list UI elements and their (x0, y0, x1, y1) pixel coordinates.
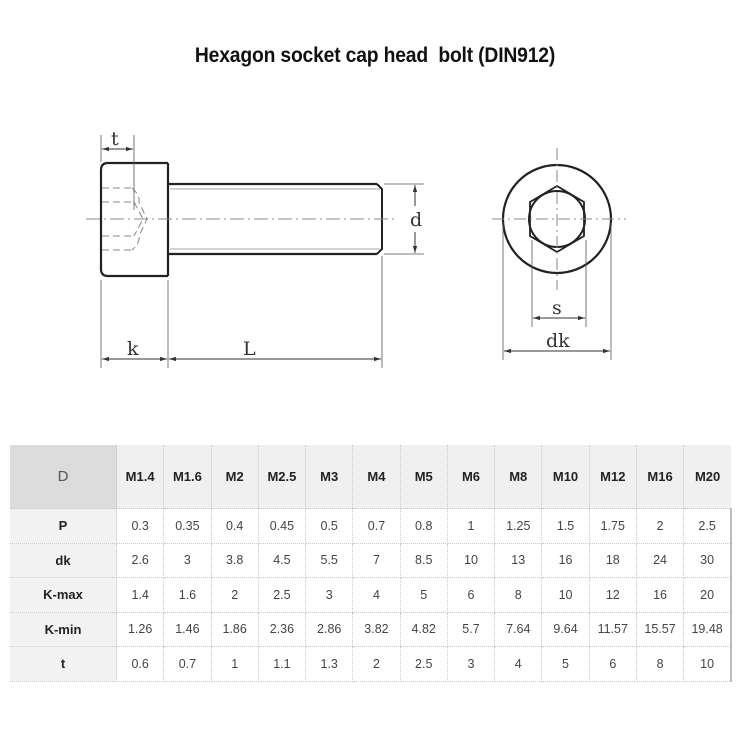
table-cell: 16 (542, 543, 589, 578)
table-cell: 8.5 (400, 543, 447, 578)
table-cell: 5 (400, 578, 447, 613)
table-cell: 1.6 (164, 578, 211, 613)
table-cell: 2.86 (306, 612, 353, 647)
table-cell: 2.5 (684, 509, 731, 544)
table-cell: 0.35 (164, 509, 211, 544)
table-cell: 1.26 (117, 612, 164, 647)
row-label: t (10, 647, 117, 682)
dimension-label-dk: dk (546, 330, 570, 352)
table-cell: 20 (684, 578, 731, 613)
table-cell: 1.86 (211, 612, 258, 647)
table-cell: 13 (495, 543, 542, 578)
table-row (10, 509, 731, 544)
table-cell: 2.6 (117, 543, 164, 578)
table-cell: 1 (447, 509, 494, 544)
table-cell: 9.64 (542, 612, 589, 647)
table-cell: 2.36 (258, 612, 305, 647)
table-cell: 4 (495, 647, 542, 682)
column-header: M1.4 (117, 445, 164, 509)
table-cell: 0.3 (117, 509, 164, 544)
table-cell: 3.8 (211, 543, 258, 578)
table-cell: 0.5 (306, 509, 353, 544)
dimension-label-k: k (127, 338, 139, 360)
table-cell: 5.5 (306, 543, 353, 578)
table-cell: 2.5 (258, 578, 305, 613)
table-row (10, 647, 731, 682)
side-view (86, 135, 424, 368)
table-cell: 3 (164, 543, 211, 578)
dimension-label-s: s (552, 297, 562, 319)
table-cell: 3 (447, 647, 494, 682)
table-cell: 1.5 (542, 509, 589, 544)
column-header: M10 (542, 445, 589, 509)
table-cell: 2 (353, 647, 400, 682)
table-cell: 10 (542, 578, 589, 613)
table-cell: 8 (495, 578, 542, 613)
page-title: Hexagon socket cap head bolt (DIN912) (194, 44, 556, 67)
table-row (10, 612, 731, 647)
table-cell: 5 (542, 647, 589, 682)
column-header: M2 (211, 445, 258, 509)
table-cell: 30 (684, 543, 731, 578)
table-cell: 4 (353, 578, 400, 613)
table-cell: 2 (211, 578, 258, 613)
table-cell: 11.57 (589, 612, 636, 647)
table-row (10, 578, 731, 613)
spec-table (10, 445, 732, 682)
table-cell: 12 (589, 578, 636, 613)
column-header: M12 (589, 445, 636, 509)
table-cell: 1.4 (117, 578, 164, 613)
table-cell: 8 (636, 647, 683, 682)
dimension-label-t: t (111, 128, 119, 150)
column-header: M3 (306, 445, 353, 509)
table-cell: 3 (306, 578, 353, 613)
table-cell: 1.25 (495, 509, 542, 544)
table-cell: 1.1 (258, 647, 305, 682)
table-corner-label: D (10, 445, 117, 509)
table-cell: 2.5 (400, 647, 447, 682)
column-header: M8 (495, 445, 542, 509)
column-header: M6 (447, 445, 494, 509)
table-cell: 0.8 (400, 509, 447, 544)
table-cell: 4.5 (258, 543, 305, 578)
table-cell: 19.48 (684, 612, 731, 647)
table-cell: 5.7 (447, 612, 494, 647)
row-label: P (10, 509, 117, 544)
dimension-label-L: L (243, 338, 256, 360)
column-header: M4 (353, 445, 400, 509)
end-view (492, 148, 626, 360)
column-header: M20 (684, 445, 731, 509)
row-label: K-max (10, 578, 117, 613)
column-header: M1.6 (164, 445, 211, 509)
table-row (10, 543, 731, 578)
row-label: K-min (10, 612, 117, 647)
table-cell: 0.7 (353, 509, 400, 544)
table-cell: 18 (589, 543, 636, 578)
table-cell: 10 (684, 647, 731, 682)
table-cell: 6 (589, 647, 636, 682)
table-cell: 1.3 (306, 647, 353, 682)
table-cell: 1 (211, 647, 258, 682)
row-label: dk (10, 543, 117, 578)
table-cell: 0.4 (211, 509, 258, 544)
table-cell: 0.7 (164, 647, 211, 682)
table-cell: 3.82 (353, 612, 400, 647)
table-cell: 16 (636, 578, 683, 613)
table-cell: 1.46 (164, 612, 211, 647)
table-cell: 0.45 (258, 509, 305, 544)
table-cell: 7 (353, 543, 400, 578)
table-cell: 10 (447, 543, 494, 578)
table-header-row (10, 445, 731, 509)
column-header: M16 (636, 445, 683, 509)
dimension-label-d: d (410, 209, 423, 231)
table-cell: 0.6 (117, 647, 164, 682)
table-cell: 2 (636, 509, 683, 544)
column-header: M2.5 (258, 445, 305, 509)
column-header: M5 (400, 445, 447, 509)
table-cell: 4.82 (400, 612, 447, 647)
table-cell: 7.64 (495, 612, 542, 647)
table-cell: 6 (447, 578, 494, 613)
table-cell: 24 (636, 543, 683, 578)
table-cell: 1.75 (589, 509, 636, 544)
table-cell: 15.57 (636, 612, 683, 647)
